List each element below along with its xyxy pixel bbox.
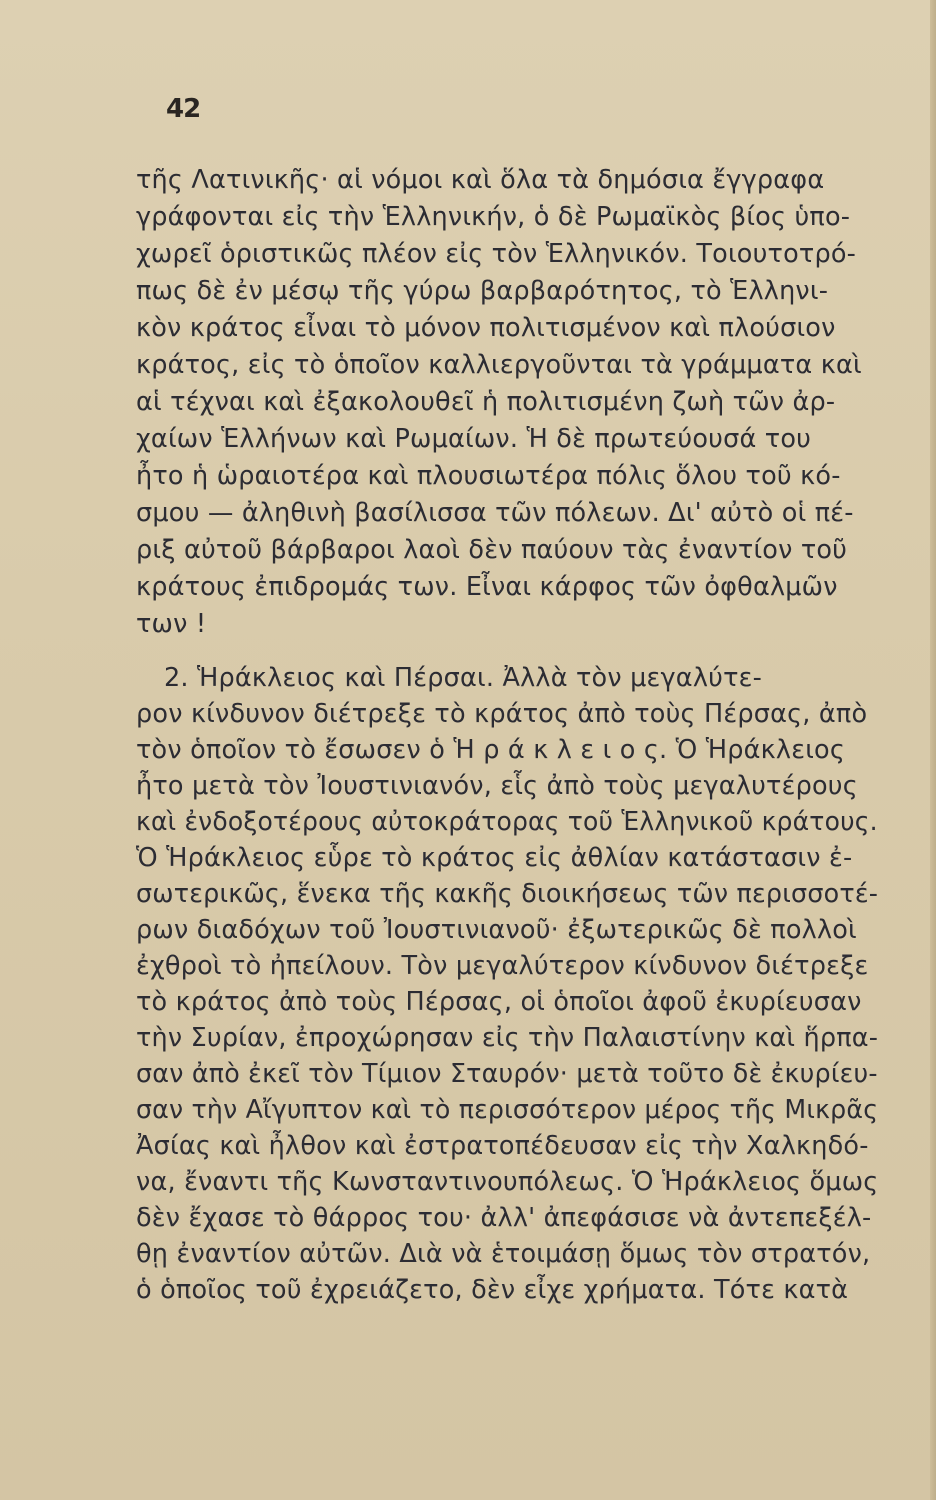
text-line: κὸν κράτος εἶναι τὸ μόνον πολιτισμένον καὶ πλούσιον [136, 313, 836, 343]
text-line: χαίων Ἑλλήνων καὶ Ρωμαίων. Ἡ δὲ πρωτεύουσά του [136, 424, 812, 454]
text-line: ριξ αὐτοῦ βάρβαροι λαοὶ δὲν παύουν τὰς ἐναντίον τοῦ [136, 535, 848, 565]
text-line: σαν ἀπὸ ἐκεῖ τὸν Τίμιον Σταυρόν· μετὰ τοῦτο δὲ ἐκυρίευ- [136, 1059, 878, 1089]
text-line: κράτος, εἰς τὸ ὁποῖον καλλιεργοῦνται τὰ γράμματα καὶ [136, 350, 862, 380]
text-line: χωρεῖ ὁριστικῶς πλέον εἰς τὸν Ἑλληνικόν. Τοιουτοτρό- [136, 239, 857, 269]
text-line: τῆς Λατινικῆς· αἱ νόμοι καὶ ὅλα τὰ δημόσια ἔγγραφα [136, 165, 825, 195]
section-heading-line: 2. Ἡράκλειος καὶ Πέρσαι. Ἀλλὰ τὸν μεγαλύτε- [164, 663, 763, 693]
text-line: γράφονται εἰς τὴν Ἑλληνικήν, ὁ δὲ Ρωμαϊκὸς βίος ὑπο- [136, 202, 851, 232]
text-line: Ὁ Ἡράκλειος εὗρε τὸ κράτος εἰς ἀθλίαν κατάστασιν ἐ- [136, 843, 853, 873]
page-edge [930, 0, 936, 1500]
text-line: σαν τὴν Αἴγυπτον καὶ τὸ περισσότερον μέρος τῆς Μικρᾶς [136, 1095, 879, 1125]
text-line: θῃ ἐναντίον αὐτῶν. Διὰ νὰ ἑτοιμάσῃ ὅμως τὸν στρατόν, [136, 1239, 871, 1269]
paragraph-1 [136, 162, 878, 639]
text-line: σμου — ἀληθινὴ βασίλισσα τῶν πόλεων. Δι' αὐτὸ οἱ πέ- [136, 498, 854, 528]
text-line: ρων διαδόχων τοῦ Ἰουστινιανοῦ· ἐξωτερικῶς δὲ πολλοὶ [136, 915, 857, 945]
text-line: να, ἔναντι τῆς Κωνσταντινουπόλεως. Ὁ Ἡράκλειος ὅμως [136, 1167, 879, 1197]
paragraph-2 [136, 660, 878, 1320]
text-line: ἦτο μετὰ τὸν Ἰουστινιανόν, εἷς ἀπὸ τοὺς μεγαλυτέρους [136, 771, 858, 801]
text-line: ἦτο ἡ ὡραιοτέρα καὶ πλουσιωτέρα πόλις ὅλου τοῦ κό- [136, 461, 841, 491]
text-line: τὸν ὁποῖον τὸ ἔσωσεν ὁ Ἡ ρ ά κ λ ε ι ο ς. Ὁ Ἡράκλειος [136, 735, 845, 765]
text-line: τὴν Συρίαν, ἐπροχώρησαν εἰς τὴν Παλαιστίνην καὶ ἥρπα- [136, 1023, 879, 1053]
text-line: Ἀσίας καὶ ἦλθον καὶ ἐστρατοπέδευσαν εἰς τὴν Χαλκηδό- [136, 1131, 869, 1161]
text-line: των ! [136, 609, 207, 639]
text-line: ρον κίνδυνον διέτρεξε τὸ κράτος ἀπὸ τοὺς Πέρσας, ἀπὸ [136, 699, 868, 729]
text-line: καὶ ἐνδοξοτέρους αὐτοκράτορας τοῦ Ἑλληνικοῦ κράτους. [136, 807, 878, 837]
text-line: ἐχθροὶ τὸ ἠπείλουν. Τὸν μεγαλύτερον κίνδυνον διέτρεξε [136, 951, 869, 981]
text-line: δὲν ἔχασε τὸ θάρρος του· ἀλλ' ἀπεφάσισε νὰ ἀντεπεξέλ- [136, 1203, 872, 1233]
page-number: 42 [166, 94, 201, 124]
text-line: αἱ τέχναι καὶ ἐξακολουθεῖ ἡ πολιτισμένη ζωὴ τῶν ἀρ- [136, 387, 836, 417]
text-line: ὁ ὁποῖος τοῦ ἐχρειάζετο, δὲν εἶχε χρήματα. Τότε κατὰ [136, 1275, 849, 1305]
text-line: σωτερικῶς, ἕνεκα τῆς κακῆς διοικήσεως τῶν περισσοτέ- [136, 879, 879, 909]
text-line: κράτους ἐπιδρομάς των. Εἶναι κάρφος τῶν ὀφθαλμῶν [136, 572, 838, 602]
text-line: πως δὲ ἐν μέσῳ τῆς γύρω βαρβαρότητος, τὸ Ἑλληνι- [136, 276, 829, 306]
text-line: τὸ κράτος ἀπὸ τοὺς Πέρσας, οἱ ὁποῖοι ἀφοῦ ἐκυρίευσαν [136, 987, 862, 1017]
